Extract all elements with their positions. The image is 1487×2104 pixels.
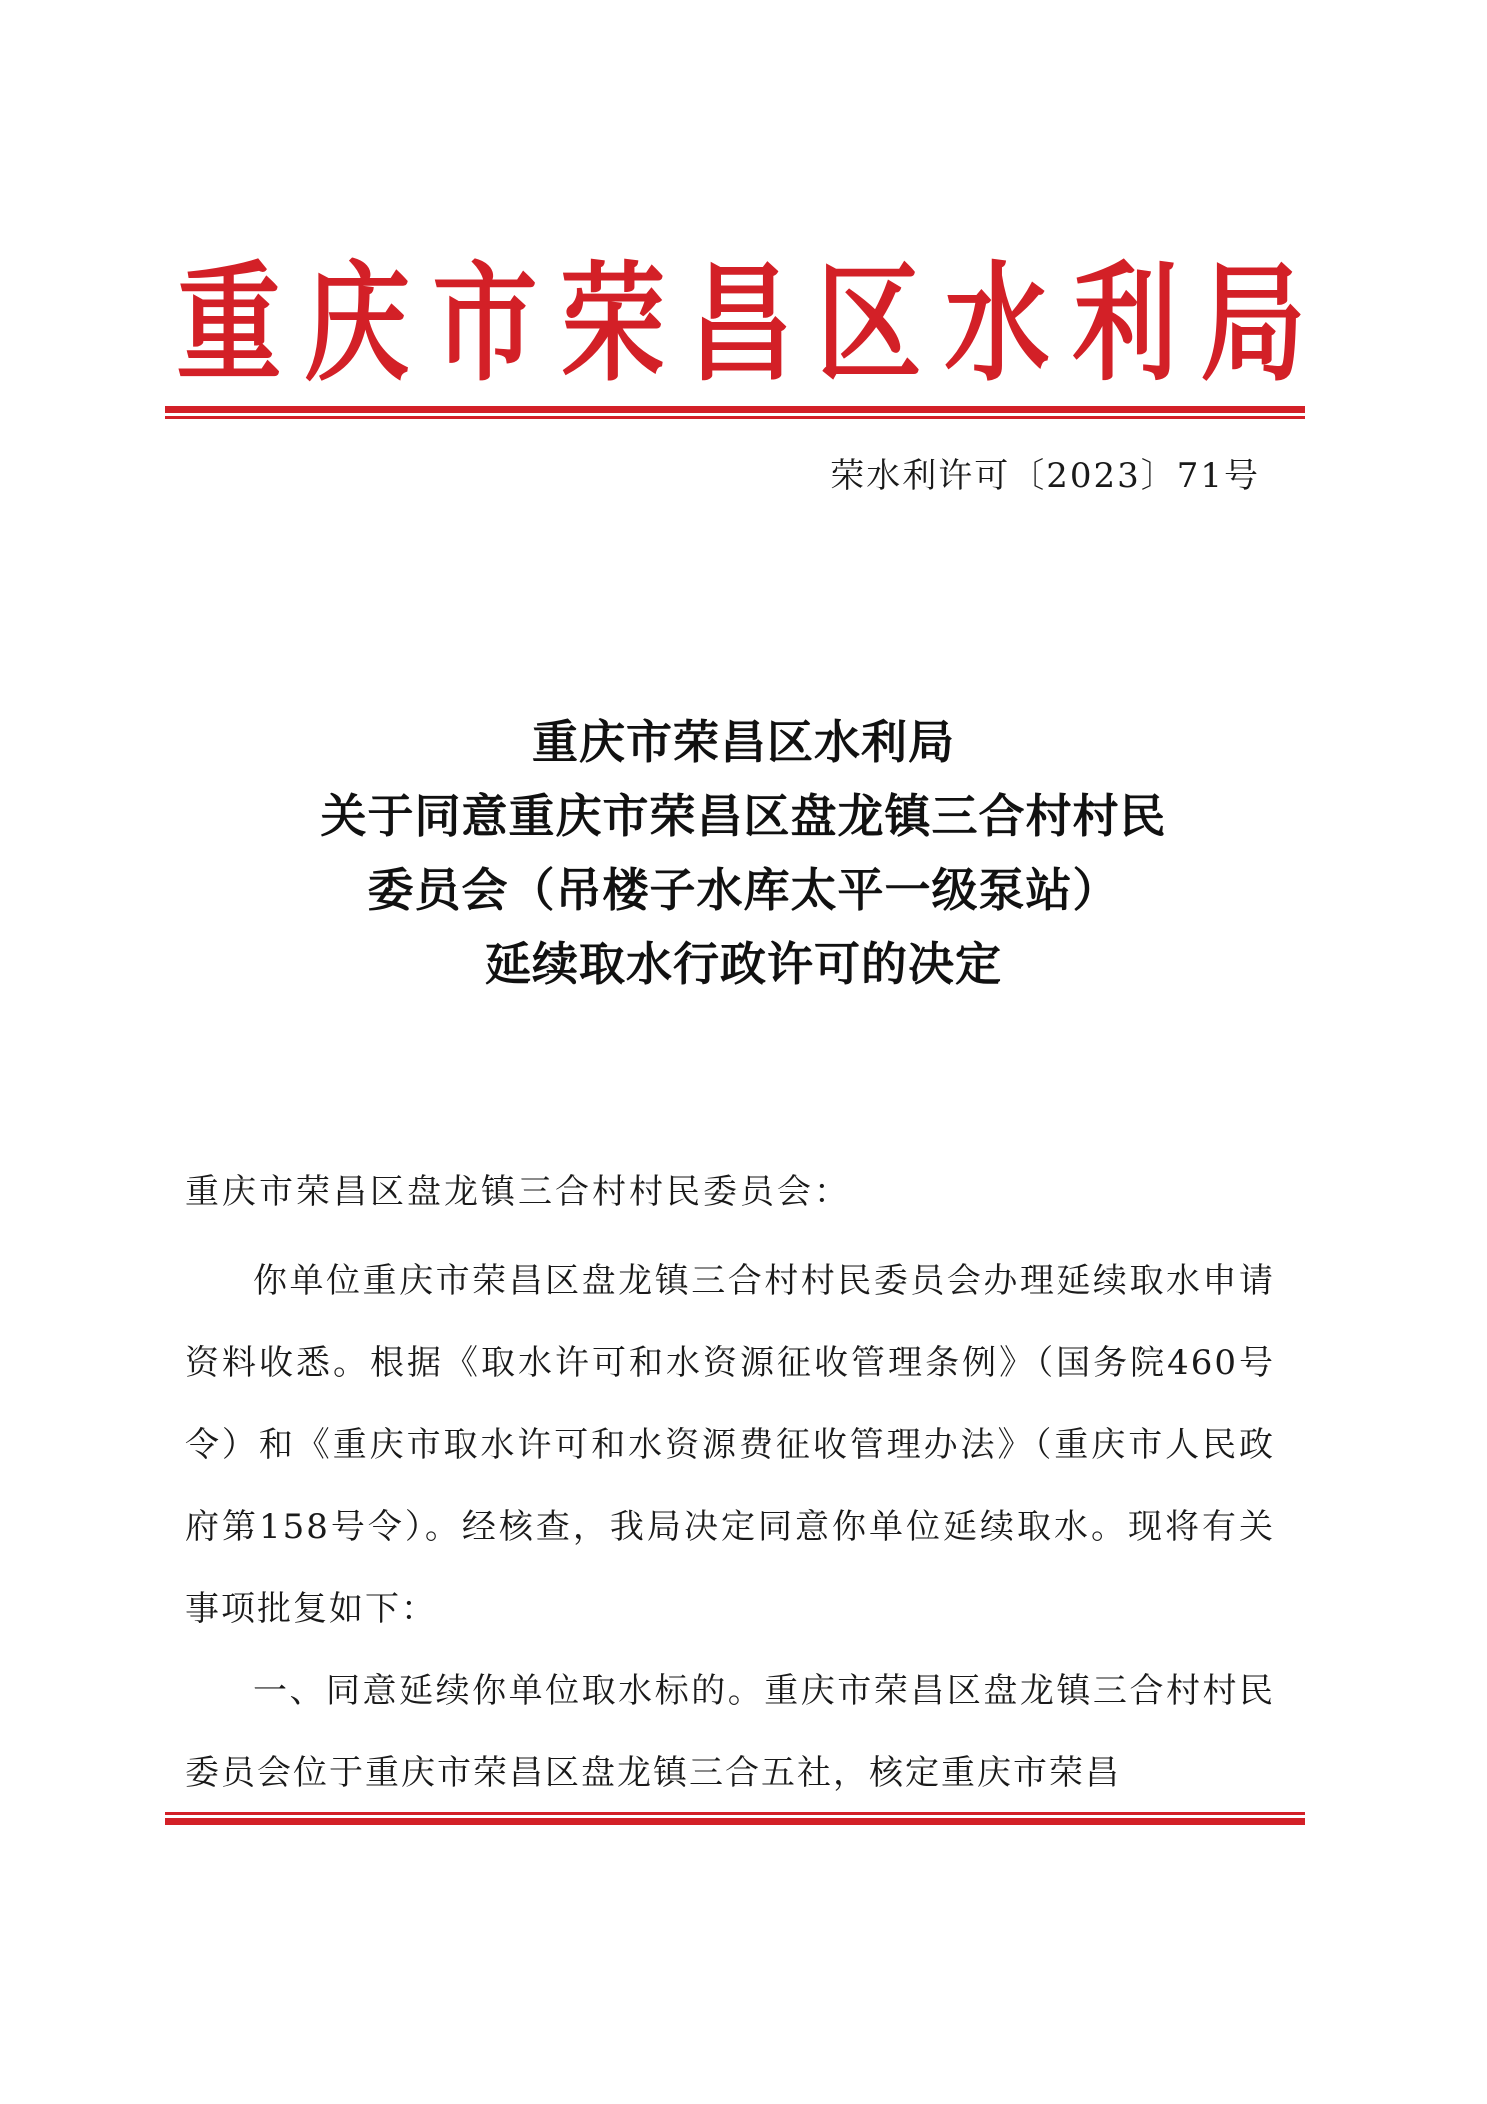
letterhead-char: 昌: [688, 250, 794, 399]
letterhead-char: 区: [816, 250, 922, 399]
letterhead-char: 荣: [560, 250, 666, 399]
letterhead-char: 利: [1072, 250, 1178, 399]
addressee: 重庆市荣昌区盘龙镇三合村村民委员会：: [185, 1172, 851, 1212]
body-paragraph: 你单位重庆市荣昌区盘龙镇三合村村民委员会办理延续取水申请资料收悉。根据《取水许可和水资源征收管理条例》（国务院460号令）和《重庆市取水许可和水资源费征收管理办法》（重庆市人民政府第158号令）。经核查，我局决定同意你单位延续取水。现将有关事项批复如下：: [185, 1261, 1275, 1629]
letterhead-title: [165, 238, 1315, 399]
footer-red-rule-thin: [165, 1812, 1305, 1815]
letterhead-char: 市: [432, 250, 538, 399]
title-line-3: 委员会（吊楼子水库太平一级泵站）: [367, 863, 1120, 917]
header-red-rule-thick: [165, 406, 1305, 413]
header-red-rule-thin: [165, 416, 1305, 419]
letterhead-char: 重: [176, 250, 282, 399]
letterhead-char: 水: [944, 250, 1050, 399]
body-text: [185, 1240, 1275, 1814]
title-line-2: 关于同意重庆市荣昌区盘龙镇三合村村民: [320, 789, 1167, 843]
title-line-4: 延续取水行政许可的决定: [485, 937, 1002, 991]
body-paragraph: 一、同意延续你单位取水标的。重庆市荣昌区盘龙镇三合村村民委员会位于重庆市荣昌区盘龙镇三合五社，核定重庆市荣昌: [185, 1671, 1275, 1793]
document-number: 荣水利许可〔2023〕71号: [830, 456, 1260, 496]
footer-red-rule-thick: [165, 1818, 1305, 1825]
letterhead-char: 庆: [304, 250, 410, 399]
title-line-1: 重庆市荣昌区水利局: [532, 715, 955, 769]
letterhead-char: 局: [1200, 250, 1306, 399]
document-title: [0, 705, 1487, 1001]
